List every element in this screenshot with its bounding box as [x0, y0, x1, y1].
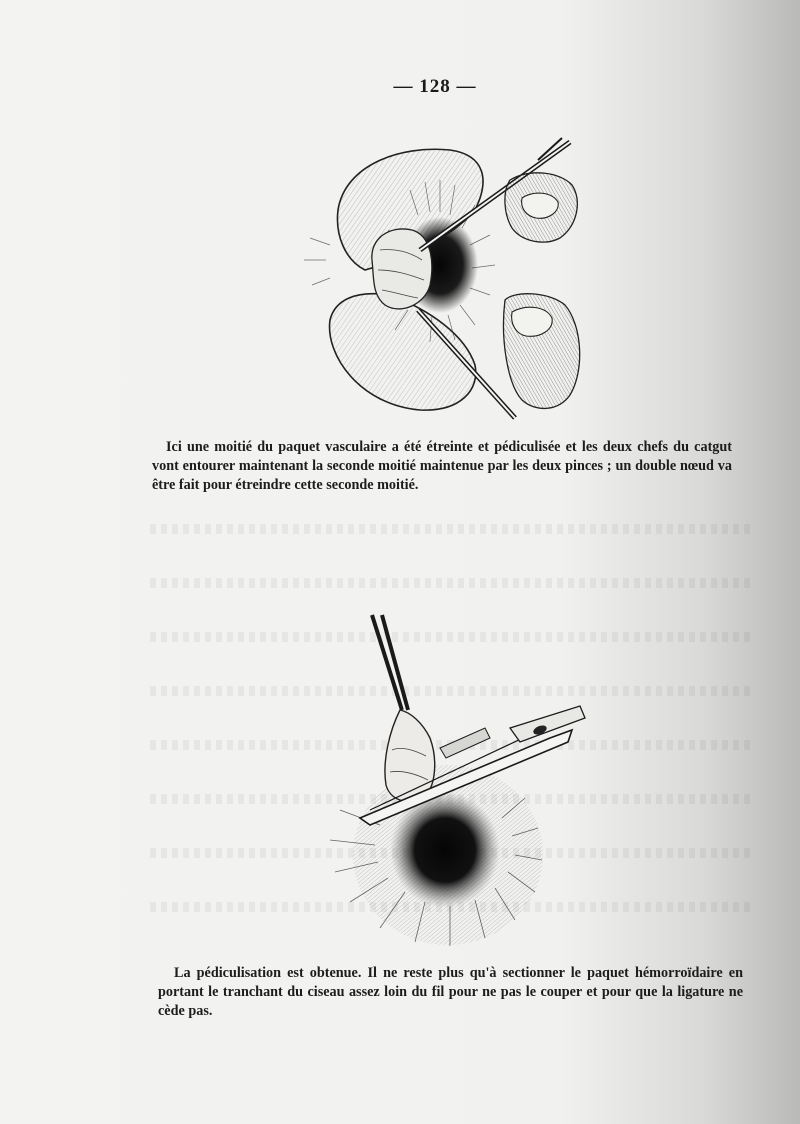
page-number: — 128 — — [393, 76, 477, 97]
show-through-line — [150, 578, 750, 588]
figure-caption: La pédiculisation est obtenue. Il ne reste plus qu'à sectionner le paquet hémorroïdaire en portant le tranchant du ciseau assez loin du fil pour ne pas le couper et pour que la ligature ne cède pas. — [158, 965, 743, 1019]
figure-caption: Ici une moitié du paquet vasculaire a été étreinte et pédiculisée et les deux chefs du catgut vont entourer maintenant la seconde moitié maintenue par les deux pinces ; un double nœud va être fait pour étreindre cette seconde moitié. — [152, 439, 732, 493]
surgical-illustration-section — [310, 610, 600, 960]
show-through-line — [150, 524, 750, 534]
surgical-illustration-ligature — [290, 120, 590, 430]
